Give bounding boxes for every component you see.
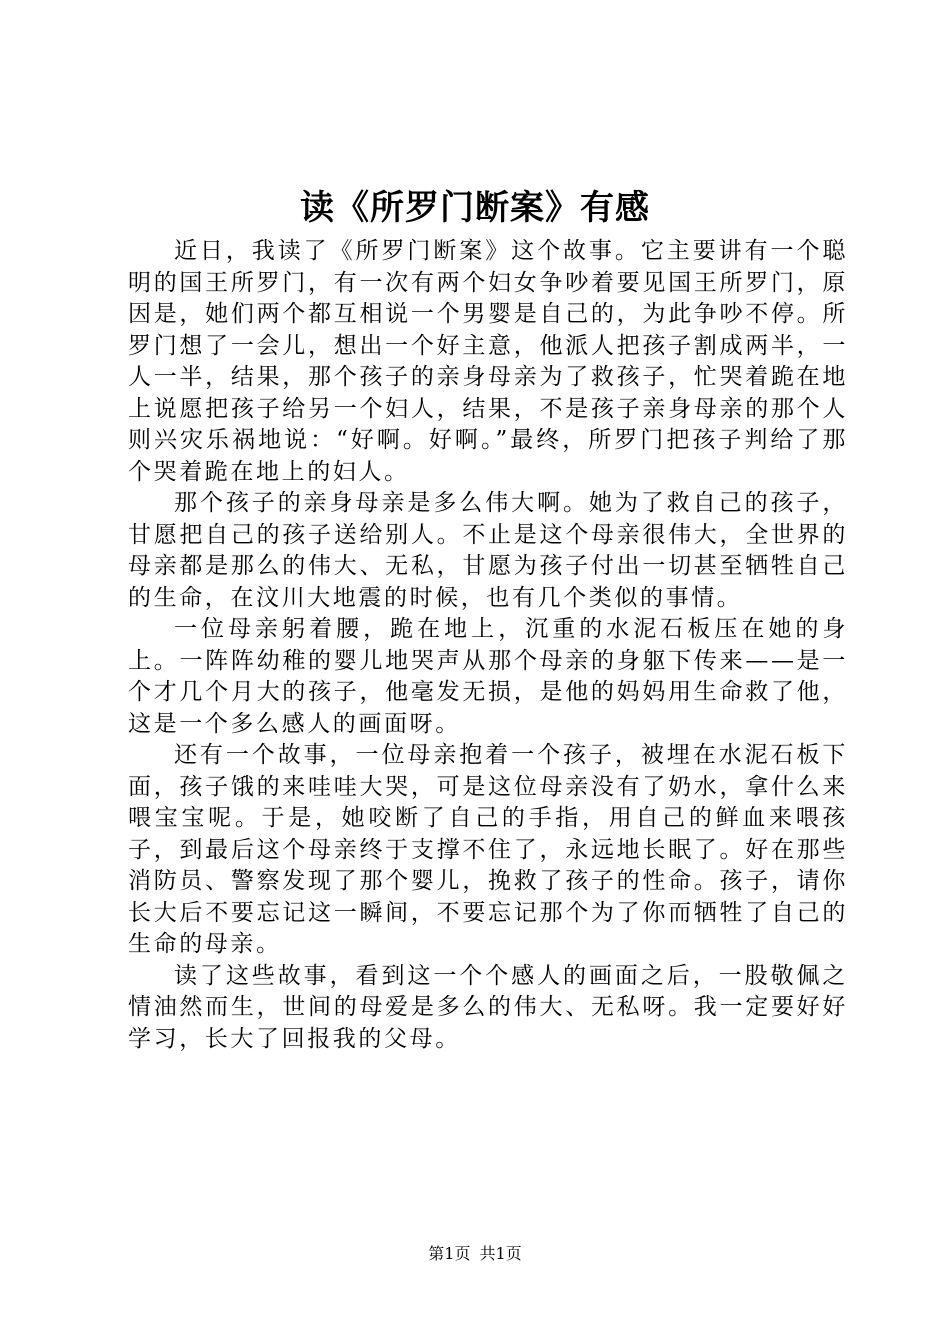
paragraph-4: 还有一个故事，一位母亲抱着一个孩子，被埋在水泥石板下面，孩子饿的来哇哇大哭，可是这位母亲没有了奶水，拿什么来喂宝宝呢。于是，她咬断了自己的手指，用自己的鲜血来喂孩子，到最后这个母亲终于支撑不住了，永远地长眠了。好在那些消防员、警察发现了那个婴儿，挽救了孩子的性命。孩子，请你长大后不要忘记这一瞬间，不要忘记那个为了你而牺牲了自己的生命的母亲。 [128, 742, 848, 957]
paragraph-5: 读了这些故事，看到这一个个感人的画面之后，一股敬佩之情油然而生，世间的母爱是多么的伟大、无私呀。我一定要好好学习，长大了回报我的父母。 [128, 962, 848, 1052]
document-body [128, 236, 848, 1055]
document-title: 读《所罗门断案》有感 [300, 188, 650, 228]
paragraph-1: 近日，我读了《所罗门断案》这个故事。它主要讲有一个聪明的国王所罗门，有一次有两个妇女争吵着要见国王所罗门，原因是，她们两个都互相说一个男婴是自己的，为此争吵不停。所罗门想了一会儿，想出一个好主意，他派人把孩子割成两半，一人一半，结果，那个孩子的亲身母亲为了救孩子，忙哭着跪在地上说愿把孩子给另一个妇人，结果，不是孩子亲身母亲的那个人则兴灾乐祸地说：“好啊。好啊。”最终，所罗门把孩子判给了那个哭着跪在地上的妇人。 [128, 238, 848, 485]
page-number: 第1页 [428, 1244, 471, 1263]
page-footer [0, 1243, 950, 1265]
page-total: 共1页 [479, 1244, 522, 1263]
paragraph-3: 一位母亲躬着腰，跪在地上，沉重的水泥石板压在她的身上。一阵阵幼稚的婴儿地哭声从那个母亲的身躯下传来——是一个才几个月大的孩子，他毫发无损，是他的妈妈用生命救了他，这是一个多么感人的画面呀。 [128, 616, 848, 737]
paragraph-2: 那个孩子的亲身母亲是多么伟大啊。她为了救自己的孩子，甘愿把自己的孩子送给别人。不止是这个母亲很伟大，全世界的母亲都是那么的伟大、无私，甘愿为孩子付出一切甚至牺牲自己的生命，在汶川大地震的时候，也有几个类似的事情。 [128, 490, 848, 611]
